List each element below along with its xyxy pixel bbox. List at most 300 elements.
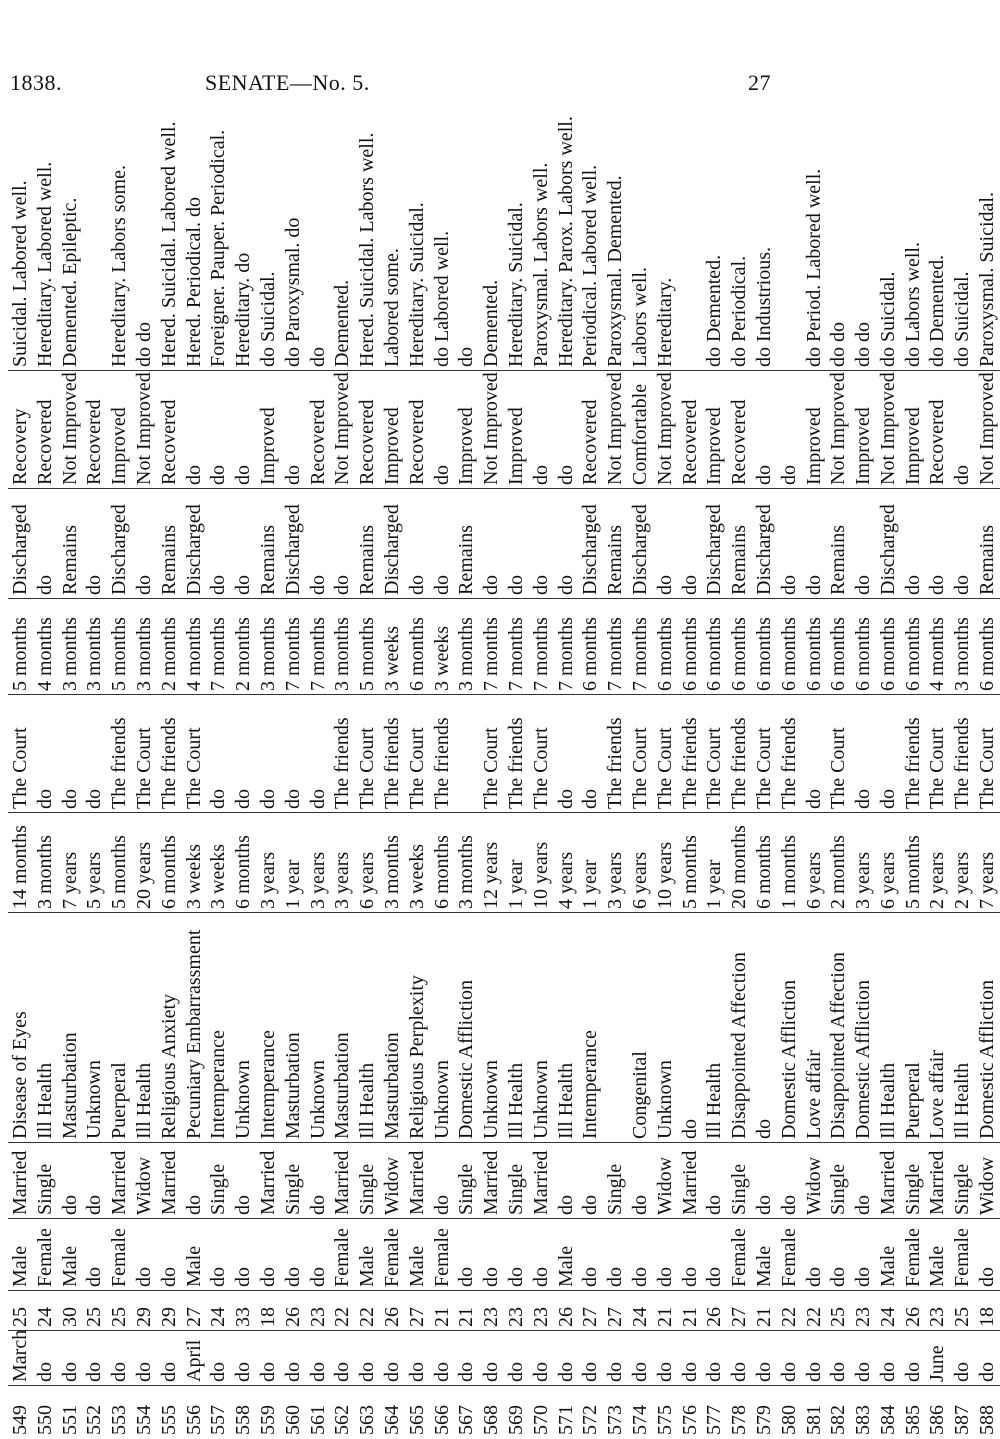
cell-sex: Male — [182, 1219, 207, 1291]
cell-time-in-hospital: 3 months — [454, 599, 479, 695]
cell-sex: Female — [380, 1219, 405, 1291]
cell-condition: do — [777, 371, 802, 489]
cell-time-in-hospital: 6 months — [578, 599, 603, 695]
cell-committed-by: The Court — [529, 695, 554, 813]
cell-duration-before-admission: 20 months — [727, 813, 752, 913]
cell-status: do — [653, 489, 678, 599]
cell-civil-condition: Married — [529, 1143, 554, 1219]
cell-committed-by: The Court — [752, 695, 777, 813]
cell-committed-by — [454, 695, 479, 813]
cell-committed-by: The friends — [330, 695, 355, 813]
cell-age: 23 — [851, 1291, 876, 1331]
cell-admission-month: do — [876, 1331, 901, 1386]
cell-age: 33 — [231, 1291, 256, 1331]
cell-sex: Male — [355, 1219, 380, 1291]
cell-civil-condition: do — [82, 1143, 107, 1219]
cell-age: 21 — [678, 1291, 703, 1331]
cell-duration-before-admission: 1 year — [504, 813, 529, 913]
table-row — [256, 138, 281, 1438]
cell-duration-before-admission: 5 months — [678, 813, 703, 913]
cell-duration-before-admission: 5 months — [901, 813, 926, 913]
cell-civil-condition: Single — [901, 1143, 926, 1219]
cell-sex: do — [306, 1219, 331, 1291]
cell-committed-by: do — [876, 695, 901, 813]
cell-sex: Female — [727, 1219, 752, 1291]
cell-sex: Male — [405, 1219, 430, 1291]
cell-status: Discharged — [8, 489, 33, 599]
cell-sex: Female — [330, 1219, 355, 1291]
cell-civil-condition: Single — [727, 1143, 752, 1219]
cell-time-in-hospital: 5 months — [107, 599, 132, 695]
cell-sex: do — [504, 1219, 529, 1291]
cell-civil-condition: Single — [281, 1143, 306, 1219]
cell-age: 22 — [777, 1291, 802, 1331]
cell-case-number: 551 — [58, 1405, 81, 1435]
cell-civil-condition: do — [777, 1143, 802, 1219]
cell-admission-month: do — [355, 1331, 380, 1386]
cell-supposed-cause: Ill Health — [504, 913, 529, 1143]
cell-condition: Not Improved — [330, 371, 355, 489]
cell-committed-by: The Court — [132, 695, 157, 813]
cell-civil-condition: Married — [678, 1143, 703, 1219]
cell-civil-condition: do — [306, 1143, 331, 1219]
cell-committed-by: do — [231, 695, 256, 813]
cell-supposed-cause: Domestic Affliction — [777, 913, 802, 1143]
cell-sex: Female — [777, 1219, 802, 1291]
cell-admission-month: March — [8, 1331, 33, 1386]
cell-remarks — [82, 138, 107, 371]
cell-case-number: 587 — [951, 1405, 974, 1435]
cell-case-number: 572 — [579, 1405, 602, 1435]
cell-committed-by: The friends — [380, 695, 405, 813]
cell-admission-month: do — [479, 1331, 504, 1386]
cell-remarks: do Periodical. — [727, 138, 752, 371]
cell-time-in-hospital: 6 months — [653, 599, 678, 695]
cell-age: 22 — [330, 1291, 355, 1331]
cell-age: 25 — [82, 1291, 107, 1331]
cell-civil-condition: Single — [206, 1143, 231, 1219]
cell-remarks: do — [306, 138, 331, 371]
cell-committed-by: do — [578, 695, 603, 813]
cell-sex: do — [132, 1219, 157, 1291]
table-row — [330, 138, 355, 1438]
cell-condition: Recovered — [578, 371, 603, 489]
cell-supposed-cause: Congenital — [628, 913, 653, 1143]
cell-remarks: Labors well. — [628, 138, 653, 371]
cell-condition: Improved — [256, 371, 281, 489]
cell-case-number: 552 — [83, 1405, 106, 1435]
cell-condition: Recovered — [678, 371, 703, 489]
cell-civil-condition: Married — [330, 1143, 355, 1219]
cell-remarks: Hered. Periodical. do — [182, 138, 207, 371]
table-row — [529, 138, 554, 1438]
cell-remarks: Periodical. Labored well. — [578, 138, 603, 371]
cell-committed-by: The Court — [653, 695, 678, 813]
cell-remarks: Paroxysmal. Demented. — [603, 138, 628, 371]
cell-condition: do — [430, 371, 455, 489]
rotated-table-stage — [8, 116, 999, 1438]
cell-time-in-hospital: 6 months — [851, 599, 876, 695]
cell-admission-month: do — [157, 1331, 182, 1386]
cell-time-in-hospital: 2 months — [157, 599, 182, 695]
table-row — [231, 138, 256, 1438]
cell-civil-condition: Married — [256, 1143, 281, 1219]
cell-time-in-hospital: 6 months — [405, 599, 430, 695]
table-row — [901, 138, 926, 1438]
cell-condition: Not Improved — [58, 371, 83, 489]
cell-condition: Recovered — [157, 371, 182, 489]
cell-supposed-cause: Ill Health — [355, 913, 380, 1143]
cell-duration-before-admission: 3 years — [306, 813, 331, 913]
cell-supposed-cause: Intemperance — [206, 913, 231, 1143]
cell-supposed-cause: Unknown — [479, 913, 504, 1143]
cell-condition: Improved — [380, 371, 405, 489]
cell-sex: do — [975, 1219, 1000, 1291]
cell-sex: do — [826, 1219, 851, 1291]
patient-register-table — [8, 116, 999, 1438]
cell-civil-condition: Single — [355, 1143, 380, 1219]
cell-admission-month: do — [529, 1331, 554, 1386]
cell-remarks: do Industrious. — [752, 138, 777, 371]
cell-remarks — [678, 138, 703, 371]
cell-condition: Improved — [454, 371, 479, 489]
table-row — [802, 138, 827, 1438]
cell-sex: Female — [950, 1219, 975, 1291]
cell-supposed-cause: Puerperal — [107, 913, 132, 1143]
cell-remarks: do Labors well. — [901, 138, 926, 371]
cell-status: do — [82, 489, 107, 599]
cell-status: do — [132, 489, 157, 599]
cell-age: 29 — [157, 1291, 182, 1331]
cell-status: do — [901, 489, 926, 599]
cell-duration-before-admission: 20 years — [132, 813, 157, 913]
cell-time-in-hospital: 5 months — [8, 599, 33, 695]
cell-status: do — [504, 489, 529, 599]
cell-supposed-cause: Masturbation — [380, 913, 405, 1143]
cell-time-in-hospital: 5 months — [355, 599, 380, 695]
cell-sex: do — [281, 1219, 306, 1291]
cell-supposed-cause: Unknown — [306, 913, 331, 1143]
cell-supposed-cause: Love affair — [802, 913, 827, 1143]
cell-admission-month: do — [950, 1331, 975, 1386]
cell-sex: do — [603, 1219, 628, 1291]
cell-admission-month: do — [826, 1331, 851, 1386]
cell-civil-condition: do — [430, 1143, 455, 1219]
cell-case-number: 580 — [777, 1405, 800, 1435]
cell-age: 22 — [802, 1291, 827, 1331]
table-row — [702, 138, 727, 1438]
cell-case-number: 578 — [728, 1405, 751, 1435]
cell-remarks: do do — [826, 138, 851, 371]
table-row — [950, 138, 975, 1438]
cell-case-number: 588 — [976, 1405, 999, 1435]
cell-committed-by: The Court — [405, 695, 430, 813]
cell-duration-before-admission: 2 months — [826, 813, 851, 913]
cell-supposed-cause: Disappointed Affection — [727, 913, 752, 1143]
cell-civil-condition: Married — [405, 1143, 430, 1219]
cell-sex: Male — [925, 1219, 950, 1291]
table-row — [653, 138, 678, 1438]
cell-admission-month: do — [504, 1331, 529, 1386]
cell-age: 29 — [132, 1291, 157, 1331]
cell-sex: do — [529, 1219, 554, 1291]
cell-committed-by: The friends — [504, 695, 529, 813]
cell-remarks: Hereditary. do — [231, 138, 256, 371]
cell-supposed-cause: Disappointed Affection — [826, 913, 851, 1143]
cell-remarks: Hereditary. Labors some. — [107, 138, 132, 371]
cell-condition: Recovered — [405, 371, 430, 489]
cell-remarks: Demented. — [330, 138, 355, 371]
cell-remarks: do Paroxysmal. do — [281, 138, 306, 371]
cell-time-in-hospital: 6 months — [901, 599, 926, 695]
cell-committed-by: do — [306, 695, 331, 813]
table-row — [727, 138, 752, 1438]
cell-status: do — [529, 489, 554, 599]
cell-remarks: Hereditary. Suicidal. — [405, 138, 430, 371]
cell-admission-month: do — [802, 1331, 827, 1386]
cell-time-in-hospital: 6 months — [678, 599, 703, 695]
cell-admission-month: do — [454, 1331, 479, 1386]
cell-committed-by: The Court — [925, 695, 950, 813]
cell-duration-before-admission: 7 years — [58, 813, 83, 913]
cell-civil-condition: do — [182, 1143, 207, 1219]
cell-remarks: Hereditary. Suicidal. — [504, 138, 529, 371]
cell-admission-month: do — [231, 1331, 256, 1386]
cell-civil-condition: Married — [876, 1143, 901, 1219]
cell-admission-month: do — [653, 1331, 678, 1386]
cell-remarks: do Suicidal. — [876, 138, 901, 371]
cell-time-in-hospital: 3 months — [256, 599, 281, 695]
cell-time-in-hospital: 3 weeks — [430, 599, 455, 695]
table-row — [603, 138, 628, 1438]
cell-sex: do — [851, 1219, 876, 1291]
cell-civil-condition: Married — [925, 1143, 950, 1219]
cell-duration-before-admission: 3 weeks — [206, 813, 231, 913]
cell-sex: Male — [58, 1219, 83, 1291]
cell-age: 27 — [727, 1291, 752, 1331]
cell-status: Discharged — [876, 489, 901, 599]
cell-civil-condition: do — [58, 1143, 83, 1219]
cell-case-number: 561 — [306, 1405, 329, 1435]
cell-status: do — [950, 489, 975, 599]
cell-civil-condition: Single — [504, 1143, 529, 1219]
table-row — [355, 132, 380, 1438]
cell-supposed-cause: Ill Health — [33, 913, 58, 1143]
cell-sex: do — [454, 1219, 479, 1291]
cell-age: 27 — [405, 1291, 430, 1331]
cell-admission-month: do — [901, 1331, 926, 1386]
cell-supposed-cause: do — [752, 913, 777, 1143]
cell-case-number: 566 — [430, 1405, 453, 1435]
cell-civil-condition: do — [851, 1143, 876, 1219]
cell-case-number: 571 — [554, 1405, 577, 1435]
cell-time-in-hospital: 4 months — [182, 599, 207, 695]
table-row — [281, 138, 306, 1438]
table-row — [33, 138, 58, 1438]
cell-case-number: 570 — [529, 1405, 552, 1435]
cell-admission-month: do — [752, 1331, 777, 1386]
cell-admission-month: do — [281, 1331, 306, 1386]
cell-supposed-cause: Domestic Affliction — [454, 913, 479, 1143]
cell-admission-month: do — [578, 1331, 603, 1386]
cell-admission-month: do — [702, 1331, 727, 1386]
cell-age: 25 — [950, 1291, 975, 1331]
table-row — [405, 138, 430, 1438]
cell-supposed-cause: Disease of Eyes — [8, 913, 33, 1143]
cell-remarks: Demented. — [479, 138, 504, 371]
cell-status: do — [330, 489, 355, 599]
cell-status: do — [306, 489, 331, 599]
cell-sex: do — [702, 1219, 727, 1291]
cell-supposed-cause: Religious Perplexity — [405, 913, 430, 1143]
cell-case-number: 558 — [232, 1405, 255, 1435]
cell-condition: do — [281, 371, 306, 489]
cell-admission-month: do — [430, 1331, 455, 1386]
cell-duration-before-admission: 1 months — [777, 813, 802, 913]
cell-supposed-cause: Intemperance — [256, 913, 281, 1143]
cell-status: Discharged — [281, 489, 306, 599]
table-row — [628, 138, 653, 1438]
cell-remarks: Foreigner. Pauper. Periodical. — [206, 138, 231, 371]
cell-sex: do — [157, 1219, 182, 1291]
table-row — [132, 138, 157, 1438]
cell-committed-by: do — [33, 695, 58, 813]
cell-admission-month: do — [33, 1331, 58, 1386]
cell-age: 23 — [306, 1291, 331, 1331]
cell-status: Discharged — [752, 489, 777, 599]
cell-condition: do — [950, 371, 975, 489]
cell-remarks: Paroxysmal. Suicidal. — [975, 138, 1000, 371]
cell-committed-by: The friends — [727, 695, 752, 813]
cell-civil-condition: do — [578, 1143, 603, 1219]
cell-age: 22 — [355, 1291, 380, 1331]
table-row — [851, 138, 876, 1438]
cell-time-in-hospital: 3 weeks — [380, 599, 405, 695]
cell-condition: Improved — [851, 371, 876, 489]
cell-case-number: 565 — [405, 1405, 428, 1435]
cell-age: 18 — [975, 1291, 1000, 1331]
table-row — [479, 138, 504, 1438]
cell-condition: Not Improved — [653, 371, 678, 489]
cell-case-number: 568 — [480, 1405, 503, 1435]
cell-supposed-cause: Unknown — [529, 913, 554, 1143]
cell-admission-month: do — [405, 1331, 430, 1386]
cell-case-number: 569 — [504, 1405, 527, 1435]
cell-duration-before-admission: 14 months — [8, 813, 33, 913]
cell-remarks — [777, 138, 802, 371]
cell-time-in-hospital: 3 months — [330, 599, 355, 695]
cell-condition: Not Improved — [603, 371, 628, 489]
table-row — [752, 138, 777, 1438]
cell-case-number: 553 — [108, 1405, 131, 1435]
cell-committed-by: do — [256, 695, 281, 813]
cell-duration-before-admission: 6 years — [355, 813, 380, 913]
cell-supposed-cause: Unknown — [653, 913, 678, 1143]
cell-sex: Male — [8, 1219, 33, 1291]
cell-condition: Comfortable — [628, 371, 653, 489]
cell-civil-condition: Married — [157, 1143, 182, 1219]
cell-supposed-cause: Domestic Affliction — [975, 913, 1000, 1143]
cell-case-number: 562 — [331, 1405, 354, 1435]
cell-age: 25 — [8, 1291, 33, 1331]
cell-supposed-cause: Pecuniary Embarrassment — [182, 913, 207, 1143]
cell-committed-by: The Court — [355, 695, 380, 813]
cell-case-number: 579 — [752, 1405, 775, 1435]
cell-case-number: 549 — [9, 1405, 31, 1435]
cell-condition: Not Improved — [132, 371, 157, 489]
cell-status: do — [925, 489, 950, 599]
cell-civil-condition: Widow — [380, 1143, 405, 1219]
cell-remarks: Hered. Suicidal. Labors well. — [355, 138, 380, 371]
cell-remarks: do Period. Labored well. — [802, 138, 827, 371]
cell-condition: Recovered — [925, 371, 950, 489]
cell-admission-month: do — [628, 1331, 653, 1386]
cell-admission-month: do — [107, 1331, 132, 1386]
cell-status: Discharged — [702, 489, 727, 599]
cell-age: 26 — [554, 1291, 579, 1331]
cell-supposed-cause: Unknown — [430, 913, 455, 1143]
cell-age: 21 — [430, 1291, 455, 1331]
cell-status: do — [206, 489, 231, 599]
cell-admission-month: April — [182, 1331, 207, 1386]
cell-status: do — [33, 489, 58, 599]
cell-status: Remains — [975, 489, 1000, 599]
cell-age: 25 — [826, 1291, 851, 1331]
cell-age: 27 — [603, 1291, 628, 1331]
cell-committed-by: do — [58, 695, 83, 813]
table-row — [58, 138, 83, 1438]
cell-case-number: 586 — [926, 1405, 949, 1435]
cell-case-number: 577 — [703, 1405, 726, 1435]
cell-age: 21 — [752, 1291, 777, 1331]
cell-status: do — [405, 489, 430, 599]
cell-remarks: Labored some. — [380, 138, 405, 371]
cell-age: 24 — [628, 1291, 653, 1331]
cell-civil-condition: do — [702, 1143, 727, 1219]
cell-case-number: 555 — [157, 1405, 180, 1435]
cell-age: 23 — [479, 1291, 504, 1331]
cell-condition: do — [752, 371, 777, 489]
cell-time-in-hospital: 7 months — [603, 599, 628, 695]
cell-sex: Male — [752, 1219, 777, 1291]
cell-case-number: 556 — [182, 1405, 205, 1435]
page-year: 1838. — [10, 70, 62, 95]
cell-condition: do — [554, 371, 579, 489]
cell-status: Remains — [157, 489, 182, 599]
cell-condition: Recovered — [306, 371, 331, 489]
cell-condition: Not Improved — [975, 371, 1000, 489]
cell-age: 21 — [653, 1291, 678, 1331]
cell-admission-month: June — [925, 1331, 950, 1386]
table-row — [206, 129, 231, 1438]
cell-duration-before-admission: 3 months — [33, 813, 58, 913]
cell-supposed-cause: Masturbation — [330, 913, 355, 1143]
cell-time-in-hospital: 3 months — [58, 599, 83, 695]
cell-sex: do — [206, 1219, 231, 1291]
cell-time-in-hospital: 7 months — [554, 599, 579, 695]
cell-duration-before-admission: 3 months — [454, 813, 479, 913]
cell-age: 27 — [182, 1291, 207, 1331]
cell-sex: do — [256, 1219, 281, 1291]
cell-status: Discharged — [380, 489, 405, 599]
cell-sex: Female — [107, 1219, 132, 1291]
cell-committed-by: do — [82, 695, 107, 813]
table-row — [504, 138, 529, 1438]
cell-supposed-cause: Domestic Affliction — [851, 913, 876, 1143]
cell-duration-before-admission: 6 years — [628, 813, 653, 913]
cell-status: do — [231, 489, 256, 599]
table-row — [554, 116, 579, 1438]
